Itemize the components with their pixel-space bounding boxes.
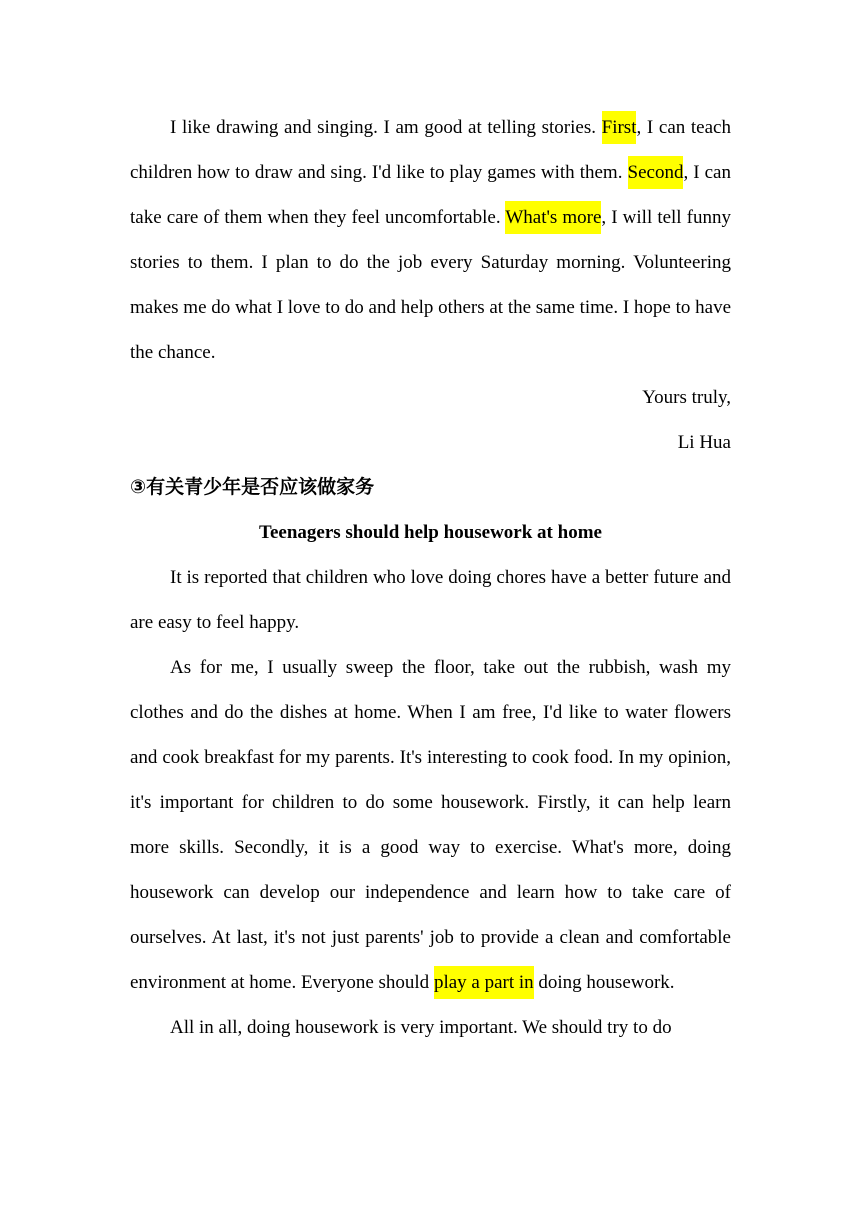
highlight-first: First [602,111,637,144]
essay-text-2: doing housework. [533,972,675,993]
letter-text-2: , I can teach children how to draw and sing. I'd like to play games with them. [130,117,731,183]
highlight-second: Second [628,156,684,189]
essay-paragraph-3: All in all, doing housework is very important. We should try to do [170,1017,672,1038]
essay-paragraph-2 [130,645,731,1005]
letter-signature: Li Hua [677,432,731,453]
highlight-whats-more: What's more [505,201,601,234]
letter-text-3: , I can take care of them when they feel uncomfortable. [130,162,731,228]
letter-paragraph [130,105,731,375]
letter-text-4: , I will tell funny stories to them. I plan to do the job every Saturday morning. Volunteering makes me do what I love to do and help others at the same time. I hope to have the chance. [130,207,731,363]
letter-text-1: I like drawing and singing. I am good at telling stories. [170,117,602,138]
essay-text-1: As for me, I usually sweep the floor, take out the rubbish, wash my clothes and do the dishes at home. When I am free, I'd like to water flowers and cook breakfast for my parents. It's interesting to cook food. In my opinion, it's important for children to do some housework. Firstly, it can help learn more skills. Secondly, it is a good way to exercise. What's more, doing housework can develop our independence and learn how to take care of ourselves. At last, it's not just parents' job to provide a clean and comfortable environment at home. Everyone should [130,657,731,993]
essay-title: Teenagers should help housework at home [259,522,602,543]
section-heading: ③有关青少年是否应该做家务 [130,476,375,498]
letter-closing: Yours truly, [642,387,731,408]
highlight-play-a-part-in: play a part in [434,966,534,999]
document-page [130,105,731,1050]
essay-paragraph-1: It is reported that children who love doing chores have a better future and are easy to feel happy. [130,567,731,633]
